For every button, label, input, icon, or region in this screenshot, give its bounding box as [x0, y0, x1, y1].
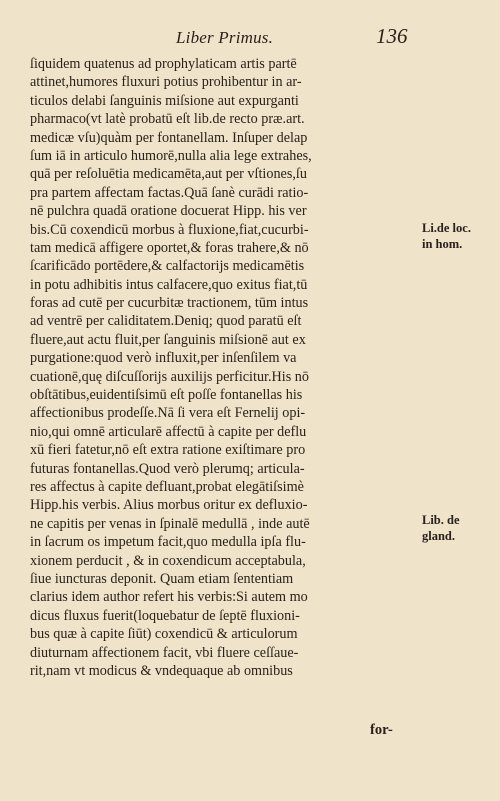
text-line: clarius idem author refert his verbis:Si autem mo	[30, 589, 308, 606]
page-header	[0, 22, 500, 52]
text-line: medicæ vſu)quàm per fontanellam. Inſuper delap	[30, 129, 308, 146]
margin-note-line: Lib. de	[422, 513, 460, 527]
text-line: pra partem affectam factas.Quā ſanè curādi ratio-	[30, 184, 309, 201]
text-line: nē pulchra quadā oratione docuerat Hipp. his ver	[30, 203, 307, 220]
margin-note-1	[422, 220, 471, 252]
text-line: in potu adhibitis intus calfacere,quo exitus fiat,tū	[30, 276, 308, 293]
text-line: in ſacrum os impetum facit,quo medulla ipſa flu-	[30, 534, 306, 551]
text-line: xionem perducit , & in coxendicum acceptabula,	[30, 552, 306, 569]
text-line: bus quæ à capite ſiūt) coxendicū & articulorum	[30, 626, 298, 643]
text-line: affectionibus prodeſſe.Nā ſi vera eſt Fernelij opi-	[30, 405, 306, 422]
margin-note-line: in hom.	[422, 237, 463, 251]
text-line: ſiue iuncturas deponit. Quam etiam ſententiam	[30, 570, 294, 587]
text-line: ad ventrē per caliditatem.Deniq; quod paratū eſt	[30, 313, 302, 330]
text-line: obſtātibus,euidentiſsimū eſt poſſe fontanellas his	[30, 387, 303, 404]
text-line: cuationē,quę diſcuſſorijs auxilijs perficitur.His nō	[30, 368, 309, 385]
text-line: ſum iā in articulo humorē,nulla alia lege extrahes,	[30, 147, 312, 164]
text-line: Hipp.his verbis. Alius morbus oritur ex defluxio-	[30, 497, 308, 514]
text-line: tam medicā affigere oportet,& foras trahere,& nō	[30, 239, 309, 256]
running-title: Liber Primus.	[176, 28, 274, 47]
text-line: bis.Cū coxendicū morbus à fluxione,fiat,cucurbi-	[30, 221, 309, 238]
margin-note-2	[422, 512, 460, 544]
text-line: fluere,aut actu fluit,per ſanguinis miſsionē aut ex	[30, 331, 306, 348]
margin-note-line: gland.	[422, 529, 456, 543]
text-line: quā per reſoluētia medicamēta,aut per vſtiones,ſu	[30, 166, 307, 183]
body-text	[30, 55, 418, 680]
text-line: ticulos delabi ſanguinis miſsione aut expurganti	[30, 92, 299, 109]
text-line: pharmaco(vt latè probatū eſt lib.de recto præ.art.	[30, 111, 305, 128]
text-line: foras ad cutē per cucurbitæ tractionem, tūm intus	[30, 295, 309, 312]
page-number: 136	[376, 24, 408, 48]
text-line: attinet,humores fluxuri potius prohibentur in ar-	[30, 74, 302, 91]
text-line: purgatione:quod verò influxit,per inſenſilem va	[30, 350, 297, 367]
text-line: rit,nam vt modicus & vndequaque ab omnibus	[30, 662, 293, 679]
text-line: xū fieri fatetur,nō eſt extra ratione exiſtimare pro	[30, 442, 306, 459]
text-line: ſiquidem quatenus ad prophylaticam artis partē	[30, 56, 297, 72]
margin-note-line: Li.de loc.	[422, 221, 471, 235]
text-line: dicus fluxus fuerit(loquebatur de ſeptē fluxioni-	[30, 607, 300, 624]
text-line: nio,qui omnē articularē affectū à capite per deflu	[30, 423, 307, 440]
catchword: for-	[370, 722, 393, 738]
text-line: futuras fontanellas.Quod verò plerumq; articula-	[30, 460, 305, 477]
text-line: diuturnam affectionem facit, vbi fluere ceſſaue-	[30, 644, 299, 661]
text-line: ſcarificādo portēdere,& calfactorijs medicamētis	[30, 258, 305, 275]
text-line: ne capitis per venas in ſpinalē medullā , inde autē	[30, 515, 310, 532]
text-line: res affectus à capite defluant,probat elegātiſsimè	[30, 478, 304, 495]
